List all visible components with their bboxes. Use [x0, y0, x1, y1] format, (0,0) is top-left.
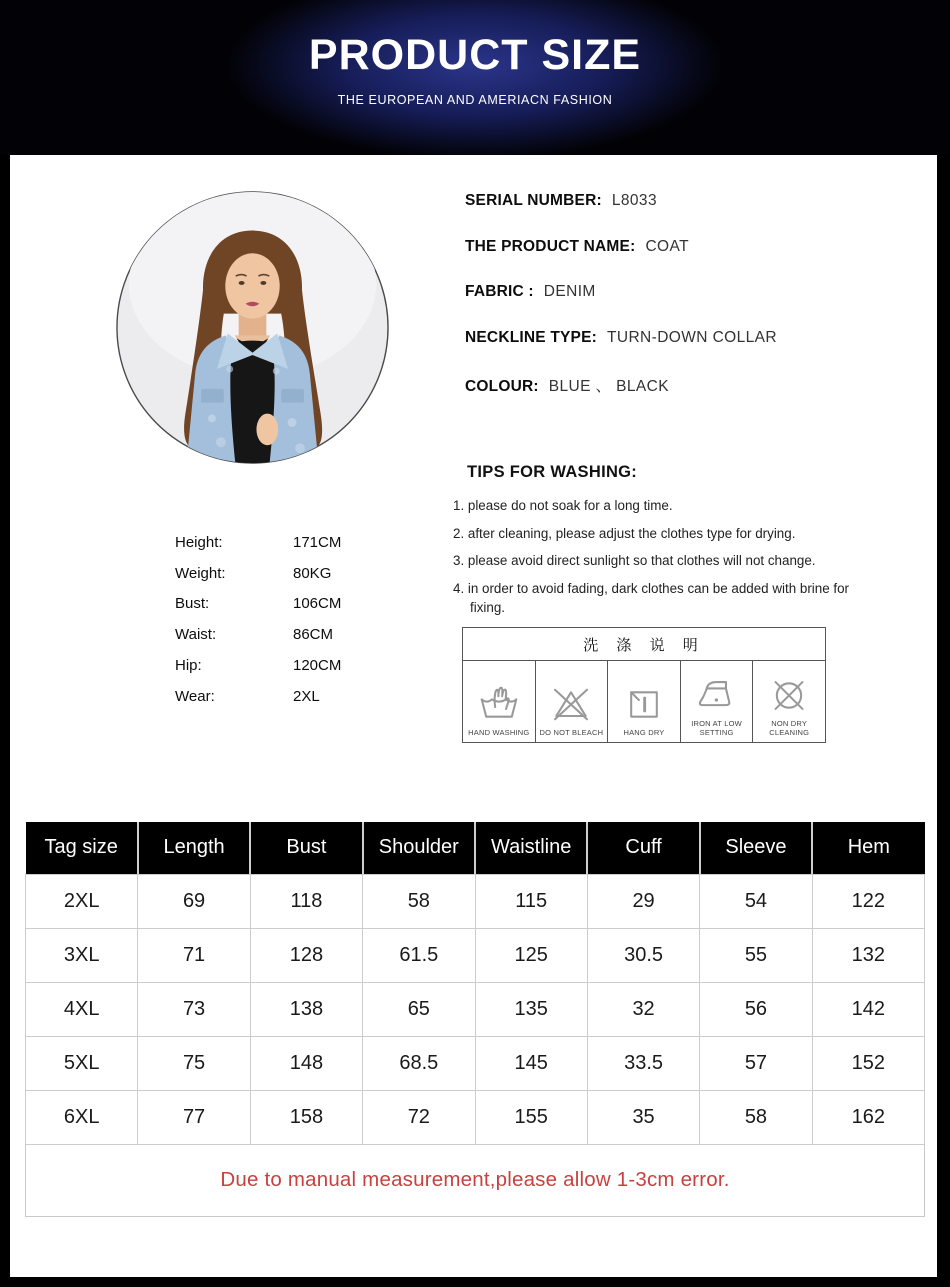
size-table-cell: 61.5	[363, 928, 475, 982]
size-table-cell: 148	[250, 1036, 362, 1090]
care-title-row	[463, 628, 826, 661]
size-table-cell: 32	[587, 982, 699, 1036]
care-cell-hand-washing	[463, 661, 536, 743]
hang-dry-icon	[609, 684, 679, 725]
size-table-cell: 75	[138, 1036, 250, 1090]
size-table-row	[26, 1090, 925, 1144]
product-info-value: DENIM	[543, 283, 596, 300]
page-title: PRODUCT SIZE	[308, 31, 642, 79]
model-measurement-value: 171CM	[293, 533, 342, 551]
care-table-title: 洗 涤 说 明	[463, 628, 826, 661]
model-measurement-value: 120CM	[293, 657, 342, 675]
size-table-cell: 2XL	[26, 874, 138, 928]
size-table-header-cell: Sleeve	[700, 822, 812, 874]
model-measurements-list	[175, 527, 341, 712]
model-measurement-value: 80KG	[293, 564, 332, 582]
size-table-cell: 65	[363, 982, 475, 1036]
size-table-cell: 145	[475, 1036, 587, 1090]
iron-low-setting-icon	[682, 675, 752, 716]
product-info-row	[465, 283, 777, 329]
size-table-cell: 29	[587, 874, 699, 928]
care-cell-iron-low	[680, 661, 753, 743]
size-table-body	[26, 874, 925, 1144]
do-not-bleach-icon	[537, 684, 607, 725]
size-table-cell: 58	[363, 874, 475, 928]
size-table-cell: 4XL	[26, 982, 138, 1036]
product-info-row	[465, 329, 777, 375]
model-measurement-label: Waist:	[175, 626, 217, 644]
size-table-cell: 158	[250, 1090, 362, 1144]
model-measurement-value: 2XL	[293, 687, 320, 705]
size-table-cell: 72	[363, 1090, 475, 1144]
size-table-header-cell: Shoulder	[363, 822, 475, 874]
care-label: NON DRY CLEANING	[769, 719, 810, 737]
size-table-cell: 162	[812, 1090, 924, 1144]
size-table-cell: 132	[812, 928, 924, 982]
product-info-label: FABRIC :	[465, 283, 534, 300]
size-table-row	[26, 982, 925, 1036]
product-info-value: TURN-DOWN COLLAR	[606, 328, 777, 346]
size-table-cell: 115	[475, 874, 587, 928]
care-cell-non-dry-cleaning	[753, 661, 826, 743]
size-table-cell: 33.5	[587, 1036, 699, 1090]
size-table-cell: 6XL	[26, 1090, 138, 1144]
size-table-header-cell: Waistline	[475, 822, 587, 874]
model-measurement-label: Weight:	[175, 564, 226, 582]
model-photo-illustration	[114, 189, 391, 466]
size-table-row	[26, 874, 925, 928]
size-table-cell: 58	[700, 1090, 812, 1144]
model-photo	[114, 189, 391, 466]
model-measurement-row	[175, 589, 341, 620]
care-label: HANG DRY	[623, 728, 665, 737]
product-info-row	[465, 192, 777, 238]
size-table-header-cell: Hem	[812, 822, 924, 874]
care-label: HAND WASHING	[468, 728, 530, 737]
size-table-cell: 138	[250, 982, 362, 1036]
size-table-header-cell: Bust	[250, 822, 362, 874]
model-measurement-row	[175, 619, 341, 650]
size-table-cell: 57	[700, 1036, 812, 1090]
care-label: IRON AT LOW SETTING	[691, 719, 742, 737]
care-cell-hang-dry	[608, 661, 681, 743]
product-info-row	[465, 374, 777, 420]
washing-tips-heading: TIPS FOR WASHING:	[467, 463, 638, 481]
size-table-cell: 71	[138, 928, 250, 982]
size-table-cell: 55	[700, 928, 812, 982]
size-table-cell: 135	[475, 982, 587, 1036]
model-measurement-value: 106CM	[293, 595, 342, 613]
product-info-value: COAT	[645, 237, 689, 255]
care-symbols-table	[462, 627, 826, 743]
product-info-row	[465, 238, 777, 284]
size-table-row	[26, 928, 925, 982]
model-measurement-label: Height:	[175, 533, 223, 551]
size-table-row	[26, 1036, 925, 1090]
size-table-cell: 128	[250, 928, 362, 982]
size-table-cell: 35	[587, 1090, 699, 1144]
size-table-cell: 155	[475, 1090, 587, 1144]
washing-tips-list	[453, 496, 865, 617]
size-table-cell: 68.5	[363, 1036, 475, 1090]
page-subtitle: THE EUROPEAN AND AMERIACN FASHION	[337, 93, 613, 107]
washing-tip: 1. please do not soak for a long time.	[453, 498, 673, 513]
washing-tip: 3. please avoid direct sunlight so that clothes will not change.	[453, 553, 816, 568]
model-measurement-value: 86CM	[293, 626, 334, 644]
size-table-header-cell: Cuff	[587, 822, 699, 874]
care-symbols-row	[463, 661, 826, 743]
size-table-header-cell: Length	[138, 822, 250, 874]
model-measurement-label: Hip:	[175, 657, 202, 675]
product-info-label: COLOUR:	[465, 378, 539, 395]
size-table-cell: 5XL	[26, 1036, 138, 1090]
product-info-label: THE PRODUCT NAME:	[465, 237, 636, 255]
size-table-cell: 56	[700, 982, 812, 1036]
product-info-label: SERIAL NUMBER:	[465, 192, 602, 209]
non-dry-cleaning-icon	[754, 675, 824, 716]
model-measurement-label: Bust:	[175, 595, 210, 613]
size-table-cell: 118	[250, 874, 362, 928]
content-panel	[10, 155, 937, 1277]
care-cell-do-not-bleach	[535, 661, 608, 743]
model-measurement-row	[175, 650, 341, 681]
size-chart-section	[25, 822, 925, 1217]
product-info-label: NECKLINE TYPE:	[465, 328, 597, 346]
model-measurement-row	[175, 558, 341, 589]
size-table-cell: 142	[812, 982, 924, 1036]
size-table-cell: 152	[812, 1036, 924, 1090]
size-table-header-row	[26, 822, 925, 874]
measurement-note-box	[25, 1145, 925, 1217]
size-table-header-cell: Tag size	[26, 822, 138, 874]
size-table-cell: 54	[700, 874, 812, 928]
size-table-cell: 69	[138, 874, 250, 928]
care-label: DO NOT BLEACH	[539, 728, 604, 737]
size-table-cell: 77	[138, 1090, 250, 1144]
washing-tips-section	[453, 463, 865, 625]
model-measurement-row	[175, 527, 341, 558]
size-table-cell: 122	[812, 874, 924, 928]
size-table-cell: 3XL	[26, 928, 138, 982]
product-info-value: BLUE 、 BLACK	[548, 378, 669, 395]
size-table-cell: 125	[475, 928, 587, 982]
product-info-value: L8033	[611, 192, 657, 209]
hero-banner	[0, 0, 950, 155]
product-info-list	[465, 192, 777, 420]
model-measurement-row	[175, 681, 341, 712]
washing-tip: 2. after cleaning, please adjust the clothes type for drying.	[453, 525, 796, 541]
size-table-cell: 30.5	[587, 928, 699, 982]
hand-washing-icon	[464, 684, 534, 725]
size-table	[25, 822, 925, 1145]
measurement-error-note: Due to manual measurement,please allow 1-3cm error.	[220, 1168, 730, 1191]
size-table-cell: 73	[138, 982, 250, 1036]
washing-tip: 4. in order to avoid fading, dark clothes can be added with brine for fixing.	[453, 580, 850, 615]
model-measurement-label: Wear:	[175, 687, 215, 705]
